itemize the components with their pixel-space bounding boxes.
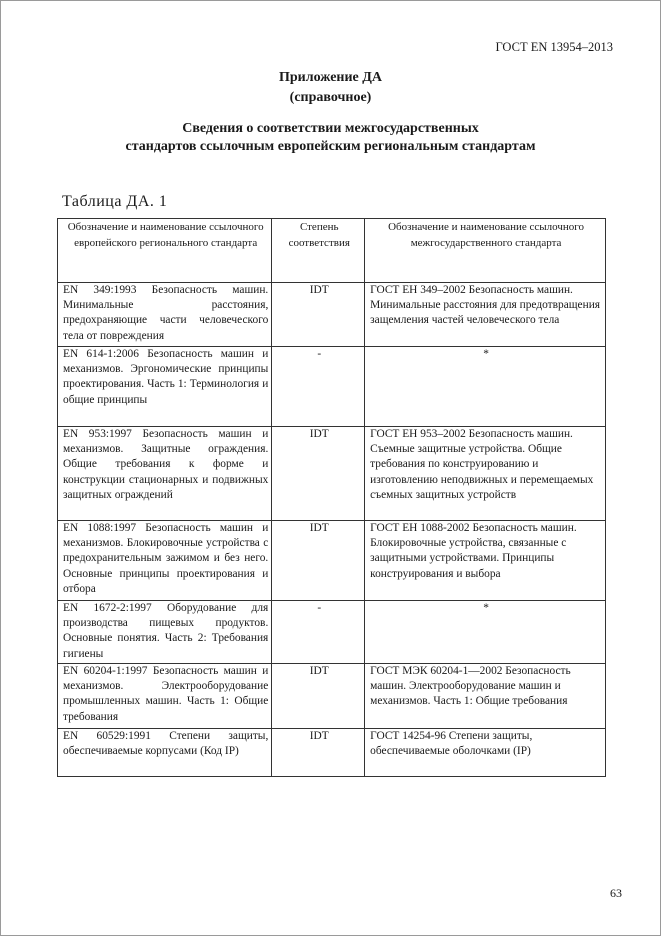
correspondence-table [57, 218, 606, 777]
table-row [58, 427, 606, 521]
section-heading-line2: стандартов ссылочным европейским региональным стандартам [125, 139, 536, 154]
page-number: 63 [610, 886, 622, 900]
appendix-title: Приложение ДА [278, 70, 383, 85]
cell-degree: - [272, 347, 365, 427]
section-heading-line1: Сведения о соответствии межгосударственных [182, 121, 479, 136]
table-row [58, 521, 606, 601]
table-caption: Таблица ДА. 1 [62, 193, 168, 210]
cell-degree: IDT [272, 283, 365, 347]
cell-degree: - [272, 601, 365, 664]
cell-european-standard: EN 349:1993 Безопасность машин. Минимальные расстояния, предохраняющие части человеческого тела от повреждения [58, 283, 272, 347]
table-row [58, 664, 606, 729]
appendix-subtitle: (справочное) [289, 90, 372, 105]
cell-interstate-standard: ГОСТ 14254-96 Степени защиты, обеспечиваемые оболочками (IP) [365, 729, 606, 777]
table-row [58, 283, 606, 347]
column-header-european: Обозначение и наименование ссылочного европейского регионального стандарта [58, 219, 272, 283]
cell-interstate-standard: ГОСТ ЕН 953–2002 Безопасность машин. Съемные защитные устройства. Общие требования по конструированию и изготовлению неподвижных и перемещаемых съемных защитных устройств [365, 427, 606, 521]
cell-european-standard: EN 60204-1:1997 Безопасность машин и механизмов. Электрооборудование промышленных машин. Часть 1: Общие требования [58, 664, 272, 729]
table-header-row [58, 219, 606, 283]
table-row [58, 601, 606, 664]
cell-european-standard: EN 1088:1997 Безопасность машин и механизмов. Блокировочные устройства с предохранительным зажимом и без него. Основные принципы проектирования и отбора [58, 521, 272, 601]
cell-european-standard: EN 953:1997 Безопасность машин и механизмов. Защитные ограждения. Общие требования к форме и конструкции стационарных и подвижных защитных ограждений [58, 427, 272, 521]
cell-european-standard: EN 614-1:2006 Безопасность машин и механизмов. Эргономические принципы проектирования. Часть 1: Терминология и общие принципы [58, 347, 272, 427]
standard-code: ГОСТ EN 13954–2013 [495, 40, 613, 54]
table-row [58, 729, 606, 777]
column-header-degree: Степень соответствия [272, 219, 365, 283]
cell-degree: IDT [272, 521, 365, 601]
cell-interstate-standard: ГОСТ ЕН 349–2002 Безопасность машин. Минимальные расстояния для предотвращения защемления частей человеческого тела [365, 283, 606, 347]
cell-degree: IDT [272, 427, 365, 521]
cell-interstate-standard: * [365, 347, 606, 427]
table-row [58, 347, 606, 427]
cell-interstate-standard: ГОСТ МЭК 60204-1—2002 Безопасность машин. Электрооборудование машин и механизмов. Часть 1: Общие требования [365, 664, 606, 729]
cell-interstate-standard: ГОСТ ЕН 1088-2002 Безопасность машин. Блокировочные устройства, связанные с защитными устройствами. Принципы конструирования и выбора [365, 521, 606, 601]
cell-interstate-standard: * [365, 601, 606, 664]
column-header-interstate: Обозначение и наименование ссылочного межгосударственного стандарта [365, 219, 606, 283]
cell-european-standard: EN 60529:1991 Степени защиты, обеспечиваемые корпусами (Код IP) [58, 729, 272, 777]
cell-degree: IDT [272, 729, 365, 777]
cell-european-standard: EN 1672-2:1997 Оборудование для производства пищевых продуктов. Основные понятия. Часть 2: Требования гигиены [58, 601, 272, 664]
cell-degree: IDT [272, 664, 365, 729]
